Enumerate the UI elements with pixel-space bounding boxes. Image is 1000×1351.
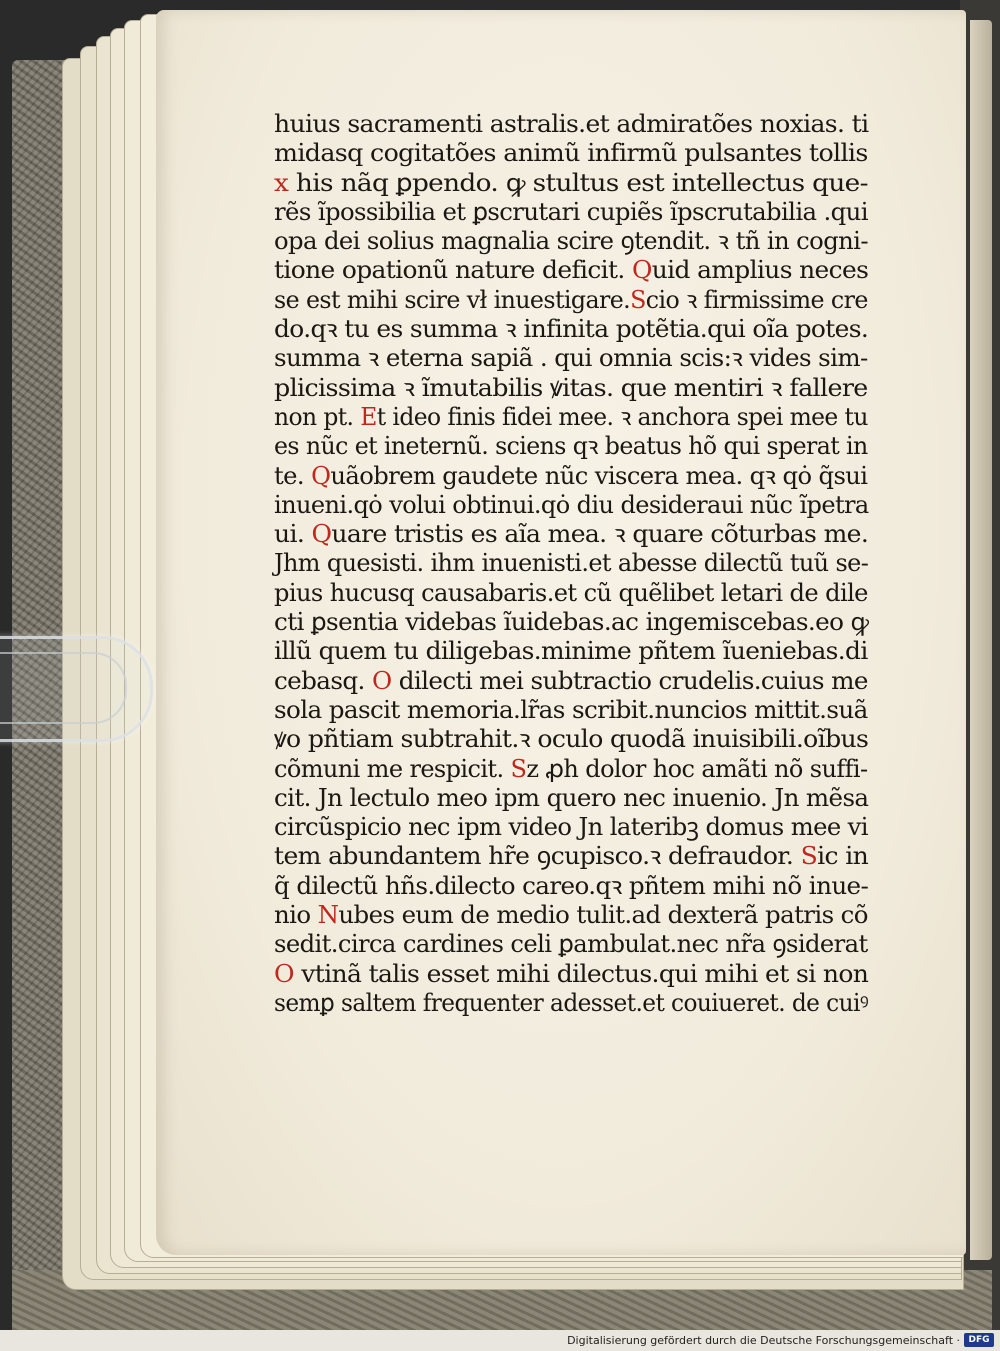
text-line: huius sacramenti astralis.et admiratões noxias. ti [274,110,869,138]
text-line: plicissima ꝛ ĩmutabilis ꝟitas. que mentiri ꝛ fallere [274,373,868,402]
text-line: cebasq. O dilecti mei subtractio crudelis.cuius me [274,666,868,695]
text-line: q̃ dilectũ hñs.dilecto careo.qꝛ pñtem mihi nõ inue- [274,871,869,900]
rubricated-initial: S [800,842,818,871]
text-line: circũspicio nec ipm video Jn lateribꝫ domus mee vi [274,813,868,842]
text-line: es nũc et ineternũ. sciens qꝛ beatus hõ qui sperat in [274,432,868,461]
page-fore-edge [970,20,992,1260]
text-line: opa dei solius magnalia scire ꝯtendit. ꝛ tñ in cogni- [274,227,868,256]
text-line: sola pascit memoria.lr̃as scribit.nuncios mittit.suã [274,695,868,724]
rubricated-initial: Q [311,520,332,549]
text-line: cõmuni me respicit. Sz ꝓh dolor hoc amãti nõ suffi- [274,754,868,783]
dfg-logo-icon: DFG [964,1333,994,1347]
text-line: ꝟo pñtiam subtrahit.ꝛ oculo quodã inuisibili.oĩbus [274,725,869,754]
text-line: pius hucusq causabaris.et cũ quẽlibet letari de dile [274,578,868,607]
text-line: se est mihi scire vł inuestigare.Scio ꝛ firmissime cre [274,285,868,314]
rubricated-initial: O [371,666,392,695]
rubricated-initial: O [274,959,294,988]
text-line: tione opationũ nature deficit. Quid amplius neces [274,256,869,285]
text-line: tem abundantem hr̃e ꝯcupisco.ꝛ defraudor. Sic in [274,842,869,871]
text-line: Jhm quesisti. ihm inuenisti.et abesse dilectũ tuũ se- [274,549,869,578]
text-line: do.qꝛ tu es summa ꝛ infinita potẽtia.qui oĩa potes. [274,315,869,344]
text-line: non pt. Et ideo finis fidei mee. ꝛ anchora spei mee tu [274,402,868,431]
text-line: sedit.circa cardines celi ꝑambulat.nec nr̃a ꝯsiderat [274,930,868,959]
text-line: x his nãq ꝑpendo. ꝙ stultus est intellectus que- [274,168,868,197]
bookmark-clip-inner [0,652,127,724]
text-line: nio Nubes eum de medio tulit.ad dexterã patris cõ [274,901,868,930]
text-line: illũ quem tu diligebas.minime pñtem ĩueniebas.di [274,637,868,666]
text-line: cit. Jn lectulo meo ipm quero nec inuenio. Jn mẽsa [274,783,869,812]
text-line: rẽs ĩpossibilia et ꝑscrutari cupiẽs ĩpscrutabilia .qui [274,197,868,226]
incunable-text-block [274,110,874,1018]
text-line: semꝑ saltem frequenter adesset.et couiueret. de cuiꝰ [274,988,869,1017]
text-line: cti ꝑsentia videbas ĩuidebas.ac ingemiscebas.eo ꝙ [274,608,869,637]
rubricated-initial: x [274,168,289,197]
rubricated-initial: Q [631,256,652,285]
funding-credit: Digitalisierung gefördert durch die Deutsche Forschungsgemeinschaft · [567,1334,960,1347]
rubricated-initial: S [510,754,527,783]
rubricated-initial: N [317,901,339,930]
text-line: midasq cogitatões animũ infirmũ pulsantes tollis [274,139,868,168]
footer-bar [0,1330,1000,1351]
text-line: te. Quãobrem gaudete nũc viscera mea. qꝛ qȯ q̃sui [274,461,868,490]
text-line: ui. Quare tristis es aĩa mea. ꝛ quare cõturbas me. [274,520,869,549]
text-line: inueni.qȯ volui obtinui.qȯ diu desideraui nũc ĩpetra [274,490,869,519]
cover-right-edge [960,0,1000,1330]
text-line: O vtinã talis esset mihi dilectus.qui mihi et si non [274,959,869,988]
text-line: summa ꝛ eterna sapiã . qui omnia scis:ꝛ vides sim- [274,344,868,373]
rubricated-initial: Q [311,461,331,490]
rubricated-initial: E [360,402,377,431]
rubricated-initial: S [630,285,646,314]
